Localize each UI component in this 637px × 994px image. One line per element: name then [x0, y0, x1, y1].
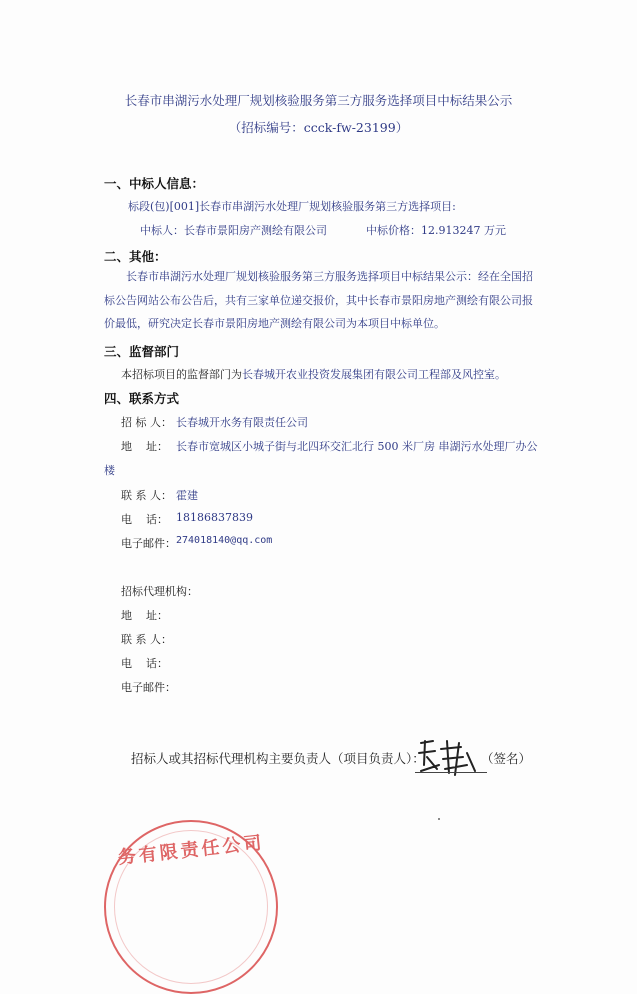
phone-label: 电 话：: [121, 513, 168, 526]
email-value: 274018140@qq.com: [176, 535, 273, 546]
document-title: 长春市串湖污水处理厂规划核验服务第三方服务选择项目中标结果公示: [124, 93, 513, 108]
tenderer-label: 招 标 人：: [121, 416, 172, 429]
agency-contact-label: 联 系 人：: [121, 633, 172, 646]
section-contact-heading: 四、联系方式: [104, 391, 180, 406]
address-continuation: 楼: [104, 464, 115, 477]
signature-line-prefix: 招标人或其招标代理机构主要负责人（项目负责人）：: [131, 751, 425, 766]
price-line: 中标价格：12.913247 万元: [366, 224, 506, 237]
seal-text: 务有限责任公司: [116, 832, 266, 869]
agency-email-label: 电子邮件：: [121, 681, 176, 694]
section-supervision-heading: 三、监督部门: [104, 344, 180, 359]
lot-line: 标段(包)[001]长春市串湖污水处理厂规划核验服务第三方选择项目:: [128, 200, 456, 213]
scan-speck: [438, 818, 440, 820]
agency-phone-label: 电 话：: [121, 657, 168, 670]
other-paragraph: 长春市串湖污水处理厂规划核验服务第三方服务选择项目中标结果公示：经在全国招标公告网站公布公告后，共有三家单位递交报价，其中长春市景阳房地产测绘有限公司报价最低，研究决定长春市景阳房地产测绘有限公司为本项目中标单位。: [104, 270, 533, 330]
bid-number: （招标编号：ccck-fw-23199）: [228, 120, 409, 135]
handwritten-signature: [415, 735, 487, 783]
phone-value: 18186837839: [176, 511, 253, 524]
email-label: 电子邮件：: [121, 537, 176, 550]
supervision-line: [121, 366, 506, 382]
address-value: 长春市宽城区小城子街与北四环交汇北行 500 米厂房 串湖污水处理厂办公: [176, 440, 538, 453]
supervision-prefix: 本招标项目的监督部门为: [121, 368, 242, 381]
signature-underline: [415, 772, 487, 773]
section-winner-heading: 一、中标人信息：: [104, 176, 205, 191]
address-label: 地 址：: [121, 440, 168, 453]
signature-suffix: （签名）: [481, 751, 532, 766]
winner-line: 中标人：长春市景阳房产测绘有限公司: [140, 224, 327, 237]
tenderer-value: 长春城开水务有限责任公司: [176, 416, 308, 429]
agency-address-label: 地 址：: [121, 609, 168, 622]
contact-person-label: 联 系 人：: [121, 489, 172, 502]
contact-person-value: 霍建: [176, 489, 198, 502]
company-seal: [104, 820, 278, 994]
agency-title: 招标代理机构：: [121, 585, 198, 598]
section-other-heading: 二、其他：: [104, 249, 167, 264]
supervision-dept: 长春城开农业投资发展集团有限公司工程部及风控室。: [242, 368, 506, 381]
